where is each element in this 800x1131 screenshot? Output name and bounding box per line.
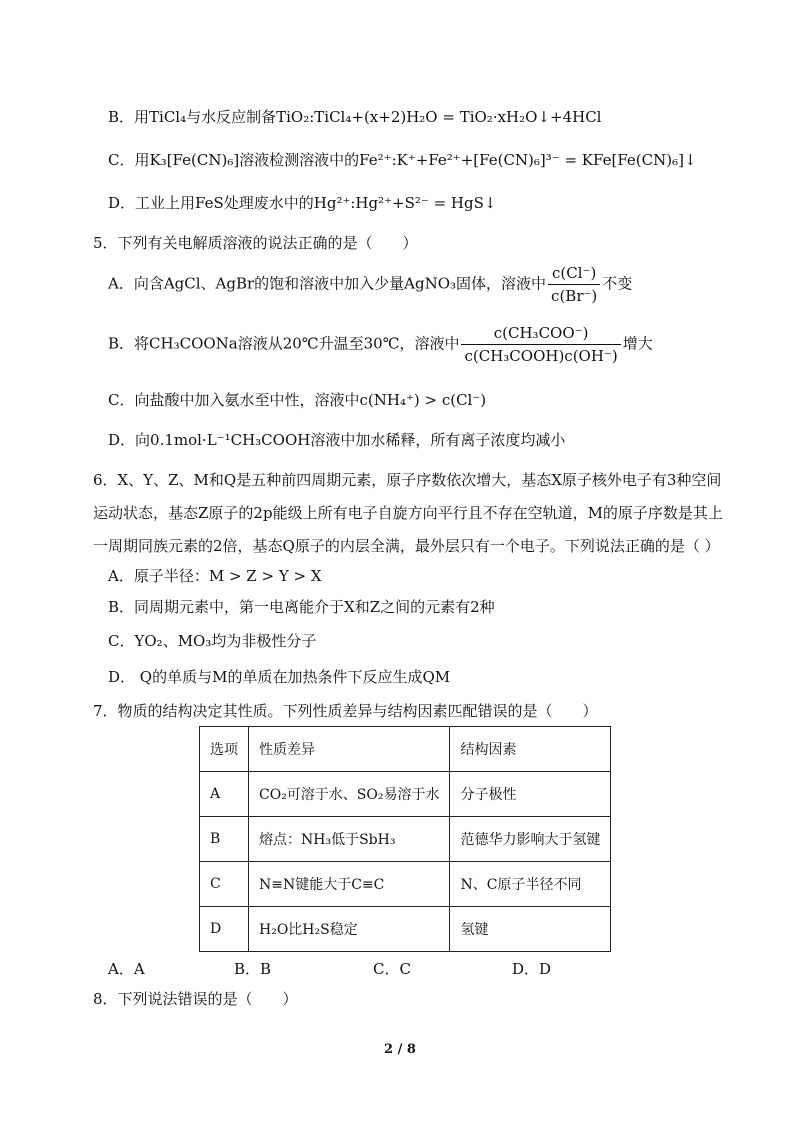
q5-b-text: B．将CH₃COONa溶液从20℃升温至30℃，溶液中 xyxy=(108,334,460,353)
q5-option-c: C．向盐酸中加入氨水至中性，溶液中c(NH₄⁺) > c(Cl⁻) xyxy=(108,391,487,409)
q4-option-d: D．工业上用FeS处理废水中的Hg²⁺:Hg²⁺+S²⁻ = HgS↓ xyxy=(108,194,497,212)
row-d-property: H₂O比H₂S稳定 xyxy=(249,907,450,952)
table-header-row xyxy=(200,727,611,772)
q5-a-numerator: c(Cl⁻) xyxy=(548,264,600,285)
row-a-property: CO₂可溶于水、SO₂易溶于水 xyxy=(249,772,450,817)
row-c-option: C xyxy=(200,862,249,907)
row-a-option: A xyxy=(200,772,249,817)
q5-b-denominator: c(CH₃COOH)c(OH⁻) xyxy=(464,347,618,365)
q5-b-fraction xyxy=(461,324,620,365)
row-d-option: D xyxy=(200,907,249,952)
q6-stem-line-2: 运动状态，基态Z原子的2p能级上所有电子自旋方向平行且不存在空轨道，M的原子序数是其上 xyxy=(93,504,723,522)
q8-stem: 8．下列说法错误的是（ ） xyxy=(93,990,298,1008)
q7-answer-d: D．D xyxy=(512,960,552,978)
q4-option-c: C．用K₃[Fe(CN)₆]溶液检测溶液中的Fe²⁺:K⁺+Fe²⁺+[Fe(CN)₆]³⁻ = KFe[Fe(CN)₆]↓ xyxy=(108,151,697,169)
q6-option-c: C．YO₂、MO₃均为非极性分子 xyxy=(108,632,317,650)
row-b-option: B xyxy=(200,817,249,862)
q5-b-numerator: c(CH₃COO⁻) xyxy=(461,324,620,345)
q5-b-tail: 增大 xyxy=(622,334,653,353)
row-b-property: 熔点：NH₃低于SbH₃ xyxy=(249,817,450,862)
q7-answer-a: A．A xyxy=(108,960,145,978)
row-d-factor: 氢键 xyxy=(450,907,611,952)
q5-a-text: A．向含AgCl、AgBr的饱和溶液中加入少量AgNO₃固体，溶液中 xyxy=(108,274,547,293)
header-property: 性质差异 xyxy=(249,727,450,772)
q7-answer-c: C．C xyxy=(373,960,411,978)
q5-option-b xyxy=(108,324,653,365)
q5-option-d: D．向0.1mol·L⁻¹CH₃COOH溶液中加水稀释，所有离子浓度均减小 xyxy=(108,431,566,449)
q6-option-a: A．原子半径：M > Z > Y > X xyxy=(108,567,322,585)
row-c-property: N≡N键能大于C≡C xyxy=(249,862,450,907)
q7-stem: 7．物质的结构决定其性质。下列性质差异与结构因素匹配错误的是（ ） xyxy=(93,702,598,720)
q5-a-tail: 不变 xyxy=(602,274,633,293)
q5-stem: 5．下列有关电解质溶液的说法正确的是（ ） xyxy=(93,234,418,252)
q4-option-b: B．用TiCl₄与水反应制备TiO₂:TiCl₄+(x+2)H₂O = TiO₂·xH₂O↓+4HCl xyxy=(108,108,602,126)
q7-answer-b: B．B xyxy=(234,960,272,978)
row-c-factor: N、C原子半径不同 xyxy=(450,862,611,907)
table-row xyxy=(200,772,611,817)
table-row xyxy=(200,817,611,862)
q6-option-d: D． Q的单质与M的单质在加热条件下反应生成QM xyxy=(108,668,451,686)
header-factor: 结构因素 xyxy=(450,727,611,772)
row-a-factor: 分子极性 xyxy=(450,772,611,817)
table-row xyxy=(200,907,611,952)
header-option: 选项 xyxy=(200,727,249,772)
table-row xyxy=(200,862,611,907)
q7-table xyxy=(199,726,611,952)
q5-a-fraction xyxy=(548,264,600,305)
q6-stem-line-3: 一周期同族元素的2倍，基态Q原子的内层全满，最外层只有一个电子。下列说法正确的是（ ） xyxy=(93,537,720,555)
q6-option-b: B．同周期元素中，第一电离能介于X和Z之间的元素有2种 xyxy=(108,598,495,616)
page-number: 2 / 8 xyxy=(384,1042,416,1057)
q5-option-a xyxy=(108,264,632,305)
q5-a-denominator: c(Br⁻) xyxy=(551,287,598,305)
q6-stem-line-1: 6．X、Y、Z、M和Q是五种前四周期元素，原子序数依次增大，基态X原子核外电子有3种空间 xyxy=(93,471,722,489)
row-b-factor: 范德华力影响大于氢键 xyxy=(450,817,611,862)
